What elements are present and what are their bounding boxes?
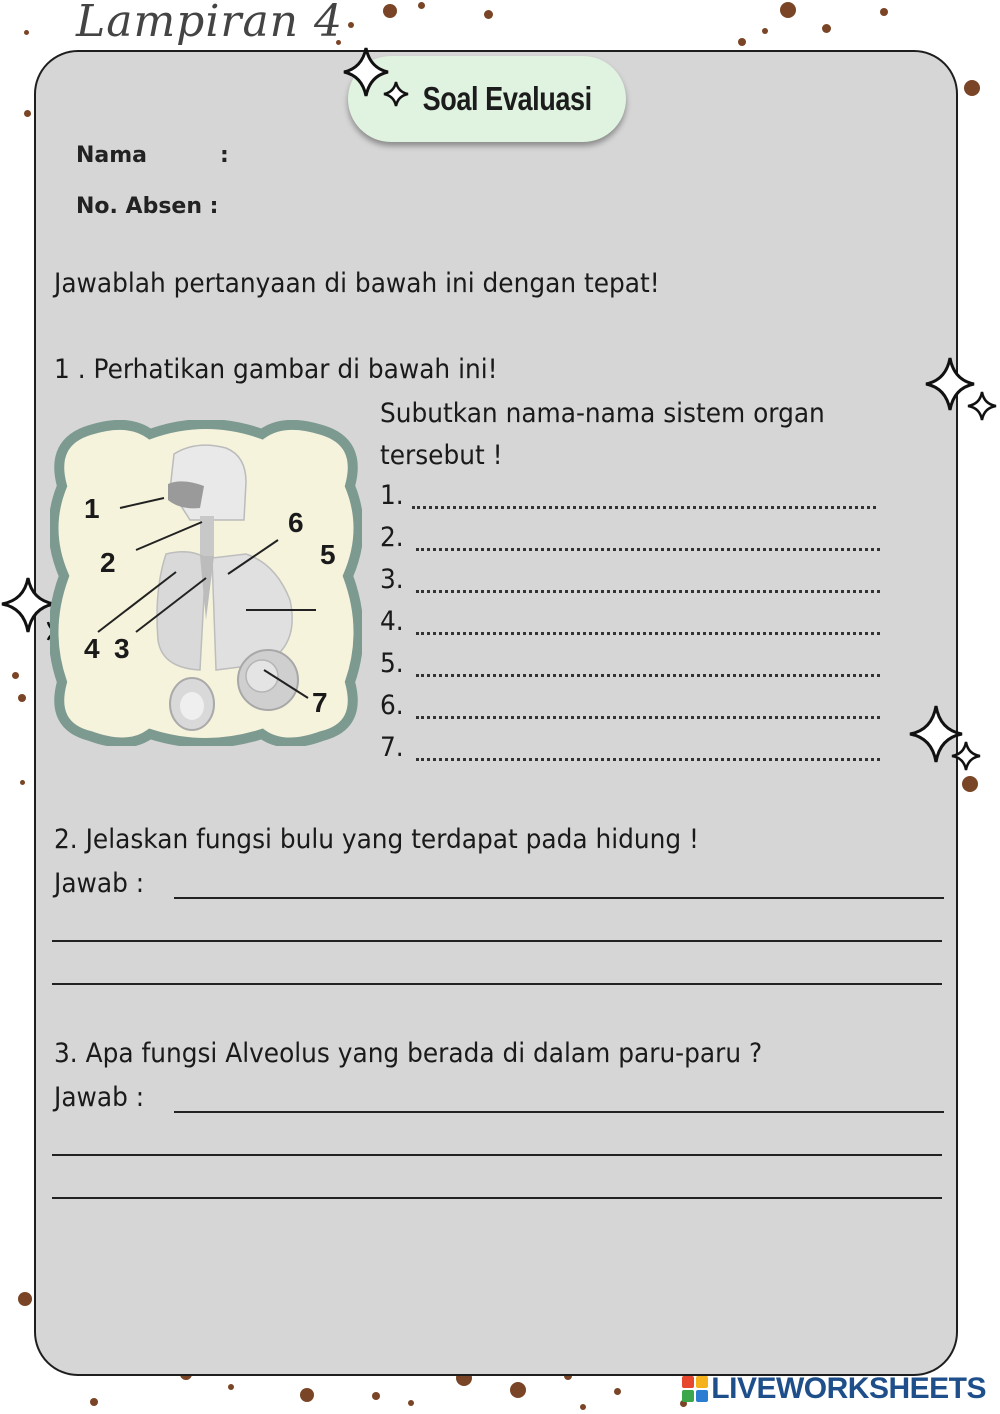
- answer-number: 2.: [380, 522, 404, 553]
- diagram-label: 4: [84, 633, 100, 664]
- answer-number: 7.: [380, 732, 404, 763]
- answer-blank-6[interactable]: [416, 716, 880, 719]
- sparkle-icon: [922, 354, 1000, 430]
- answer-blank-2[interactable]: [416, 548, 880, 551]
- diagram-label: 3: [114, 633, 130, 664]
- q2-answer-line-2[interactable]: [52, 940, 942, 942]
- q2-answer-line-3[interactable]: [52, 983, 942, 985]
- sparkle-icon: [906, 702, 986, 778]
- absen-label: No. Absen :: [76, 194, 219, 219]
- answer-blank-3[interactable]: [416, 590, 880, 593]
- answer-blank-7[interactable]: [416, 758, 880, 761]
- q2-prompt: 2. Jelaskan fungsi bulu yang terdapat pada hidung !: [54, 824, 700, 855]
- q2-jawab-label: Jawab :: [54, 868, 145, 899]
- q3-jawab-label: Jawab :: [54, 1082, 145, 1113]
- answer-number: 6.: [380, 690, 404, 721]
- answer-blank-1[interactable]: [412, 506, 876, 509]
- liveworksheets-logo-icon: [682, 1376, 708, 1402]
- diagram-label: 6: [288, 507, 304, 538]
- nama-colon: :: [220, 143, 229, 168]
- respiratory-diagram: [50, 420, 362, 746]
- q3-answer-line-1[interactable]: [174, 1111, 944, 1113]
- answer-number: 3.: [380, 564, 404, 595]
- answer-number: 1.: [380, 480, 404, 511]
- liveworksheets-watermark: [682, 1372, 986, 1406]
- diagram-label: 7: [312, 687, 328, 718]
- q3-answer-line-3[interactable]: [52, 1197, 942, 1199]
- q3-answer-line-2[interactable]: [52, 1154, 942, 1156]
- answer-number: 4.: [380, 606, 404, 637]
- q3-prompt: 3. Apa fungsi Alveolus yang berada di dalam paru-paru ?: [54, 1038, 763, 1069]
- instruction: Jawablah pertanyaan di bawah ini dengan tepat!: [54, 268, 660, 299]
- page-title: Soal Evaluasi: [422, 80, 592, 117]
- q2-answer-line-1[interactable]: [174, 897, 944, 899]
- answer-blank-5[interactable]: [416, 674, 880, 677]
- lampiran-label: Lampiran 4: [76, 0, 343, 47]
- answer-blank-4[interactable]: [416, 632, 880, 635]
- q1-ask-line2: tersebut !: [380, 440, 503, 471]
- q1-ask-line1: Subutkan nama-nama sistem organ: [380, 398, 825, 429]
- sparkle-icon: [340, 44, 420, 114]
- answer-number: 5.: [380, 648, 404, 679]
- diagram-label: 1: [84, 493, 100, 524]
- watermark-text: LIVEWORKSHEETS: [711, 1372, 986, 1405]
- q1-prompt: 1 . Perhatikan gambar di bawah ini!: [54, 354, 498, 385]
- nama-label: Nama: [76, 143, 148, 168]
- diagram-label: 5: [320, 539, 336, 570]
- diagram-label: 2: [100, 547, 116, 578]
